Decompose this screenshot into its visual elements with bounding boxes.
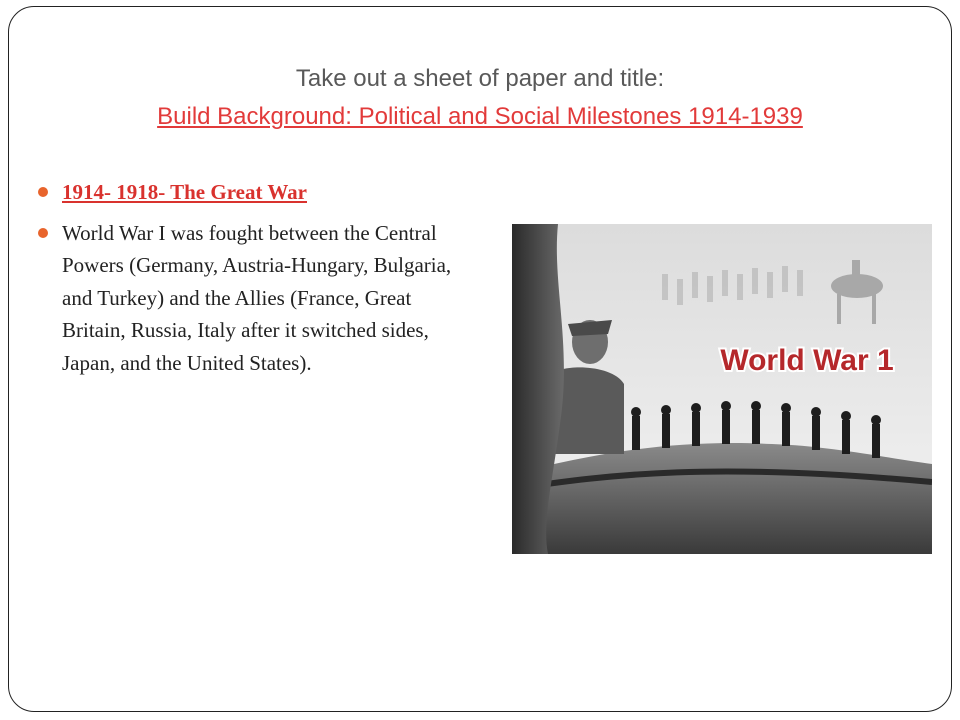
world-war-1-caption: World War 1 — [720, 344, 894, 377]
bullet-list — [36, 176, 456, 387]
slide-title — [0, 60, 960, 136]
bullet-heading-text: 1914- 1918- The Great War — [62, 180, 307, 204]
bullet-dot-icon — [38, 187, 48, 197]
bullet-dot-icon — [38, 228, 48, 238]
bullet-body — [36, 217, 456, 380]
bullet-heading — [36, 176, 456, 209]
world-war-1-photo — [512, 224, 932, 554]
title-line-1: Take out a sheet of paper and title: — [295, 65, 665, 92]
title-line-2: Build Background: Political and Social Milestones 1914-1939 — [157, 103, 803, 130]
bullet-body-text: World War I was fought between the Central Powers (Germany, Austria-Hungary, Bulgaria, and Turkey) and the Allies (France, Great Britain, Russia, Italy after it switched sides, Japan, and the United States). — [62, 220, 452, 375]
